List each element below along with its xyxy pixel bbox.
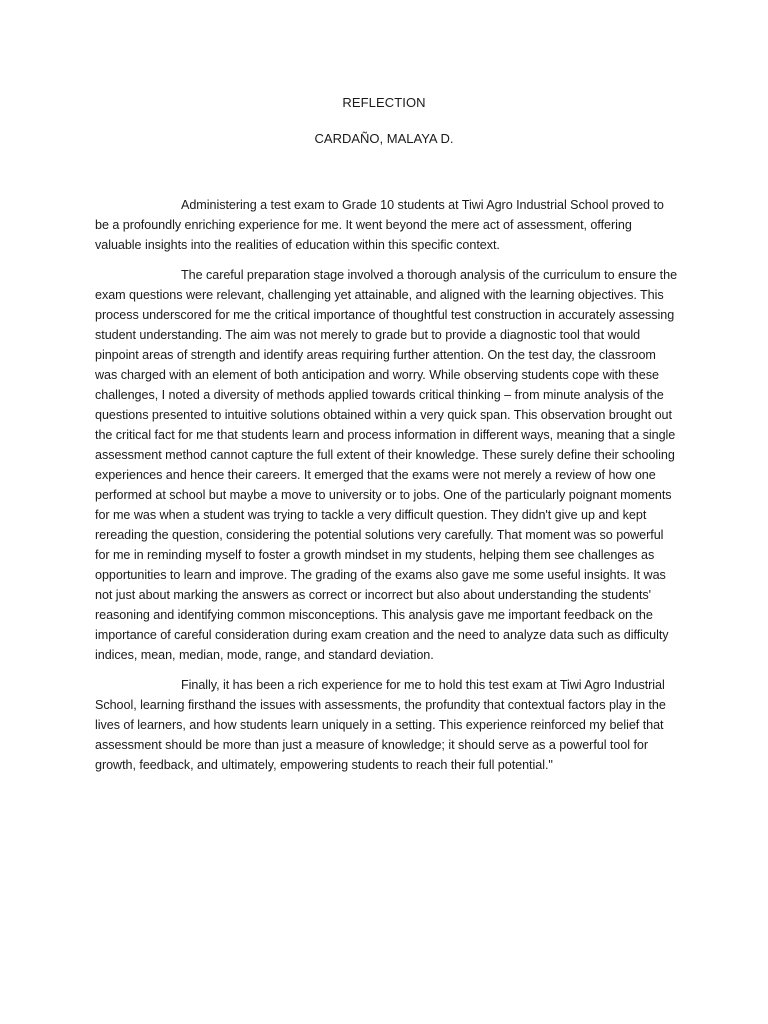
document-title: REFLECTION — [342, 95, 426, 110]
document-body — [95, 195, 680, 785]
paragraph-intro: Administering a test exam to Grade 10 students at Tiwi Agro Industrial School proved to be a profoundly enriching experience for me. It went beyond the mere act of assessment, offering valuable insights into the realities of education within this specific context. — [95, 198, 664, 252]
paragraph-main: The careful preparation stage involved a thorough analysis of the curriculum to ensure the exam questions were relevant, challenging yet attainable, and aligned with the learning objectives. This process underscored for me the critical importance of thoughtful test construction in accurately assessing student understanding. The aim was not merely to grade but to provide a diagnostic tool that would pinpoint areas of strength and identify areas requiring further attention. On the test day, the classroom was charged with an element of both anticipation and worry. While observing students cope with these challenges, I noted a diversity of methods applied towards critical thinking – from minute analysis of the questions presented to intuitive solutions obtained within a very quick span. This observation brought out the critical fact for me that students learn and process information in different ways, meaning that a single assessment method cannot capture the full extent of their knowledge. These surely define their schooling experiences and hence their careers. It emerged that the exams were not merely a review of how one performed at school but maybe a move to university or to jobs. One of the particularly poignant moments for me was when a student was trying to tackle a very difficult question. They didn't give up and kept rereading the question, considering the potential solutions very carefully. That moment was so powerful for me in reminding myself to foster a growth mindset in my students, helping them see challenges as opportunities to learn and improve. The grading of the exams also gave me some useful insights. It was not just about marking the answers as correct or incorrect but also about understanding the students' reasoning and identifying common misconceptions. This analysis gave me important feedback on the importance of careful consideration during exam creation and the need to analyze data such as difficulty indices, mean, median, mode, range, and standard deviation. — [95, 268, 678, 662]
author-name: CARDAÑO, MALAYA D. — [314, 131, 454, 146]
paragraph-conclusion: Finally, it has been a rich experience for me to hold this test exam at Tiwi Agro Industrial School, learning firsthand the issues with assessments, the profundity that contextual factors play in the lives of learners, and how students learn uniquely in a setting. This experience reinforced my belief that assessment should be more than just a measure of knowledge; it should serve as a powerful tool for growth, feedback, and ultimately, empowering students to reach their full potential." — [95, 678, 666, 772]
